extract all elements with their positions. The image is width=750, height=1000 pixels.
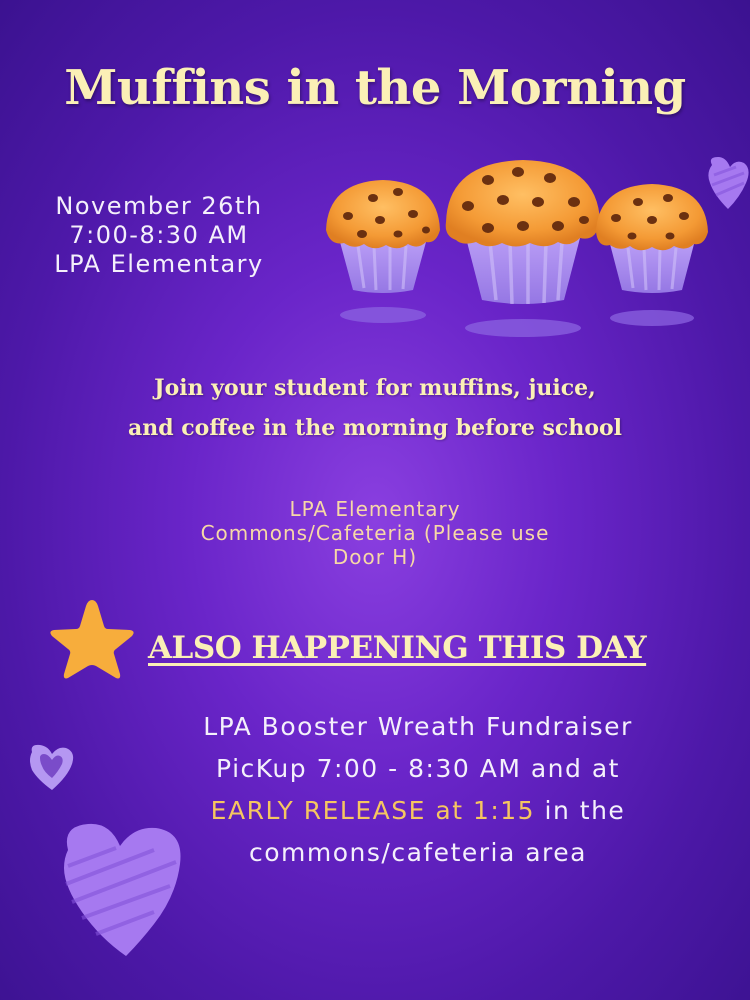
- star-icon: [46, 596, 138, 684]
- event-place: LPA Elementary: [54, 250, 264, 278]
- event-date: November 26th: [55, 192, 263, 220]
- booster-text: [118, 706, 718, 874]
- location-line: Door H): [332, 545, 418, 569]
- booster-line: commons/cafeteria area: [248, 838, 587, 867]
- booster-line: [118, 790, 718, 832]
- also-happening-heading: ALSO HAPPENING THIS DAY: [148, 630, 647, 666]
- event-info: [14, 192, 304, 279]
- page-title: Muffins in the Morning: [64, 60, 686, 116]
- muffin-icon: [446, 160, 600, 304]
- location-line: LPA Elementary: [289, 497, 461, 521]
- muffin-icon: [596, 184, 708, 293]
- booster-line-rest: in the: [535, 796, 626, 825]
- muffin-icon: [326, 180, 440, 293]
- invite-text: [0, 368, 750, 448]
- location-line: Commons/Cafeteria (Please use: [200, 521, 550, 545]
- invite-line: Join your student for muffins, juice,: [154, 375, 596, 401]
- event-time: 7:00-8:30 AM: [69, 221, 249, 249]
- muffin-shadow: [610, 310, 694, 326]
- heart-icon: [26, 742, 78, 794]
- muffins-illustration: [318, 150, 708, 340]
- early-release-highlight: EARLY RELEASE at 1:15: [210, 796, 536, 825]
- booster-line: LPA Booster Wreath Fundraiser: [203, 712, 633, 741]
- muffin-shadow: [465, 319, 581, 337]
- booster-line: PicKup 7:00 - 8:30 AM and at: [216, 754, 620, 783]
- heart-icon: [706, 155, 750, 211]
- location-text: [150, 497, 600, 569]
- muffin-shadow: [340, 307, 426, 323]
- heart-icon: [58, 820, 188, 960]
- invite-line: and coffee in the morning before school: [127, 415, 623, 441]
